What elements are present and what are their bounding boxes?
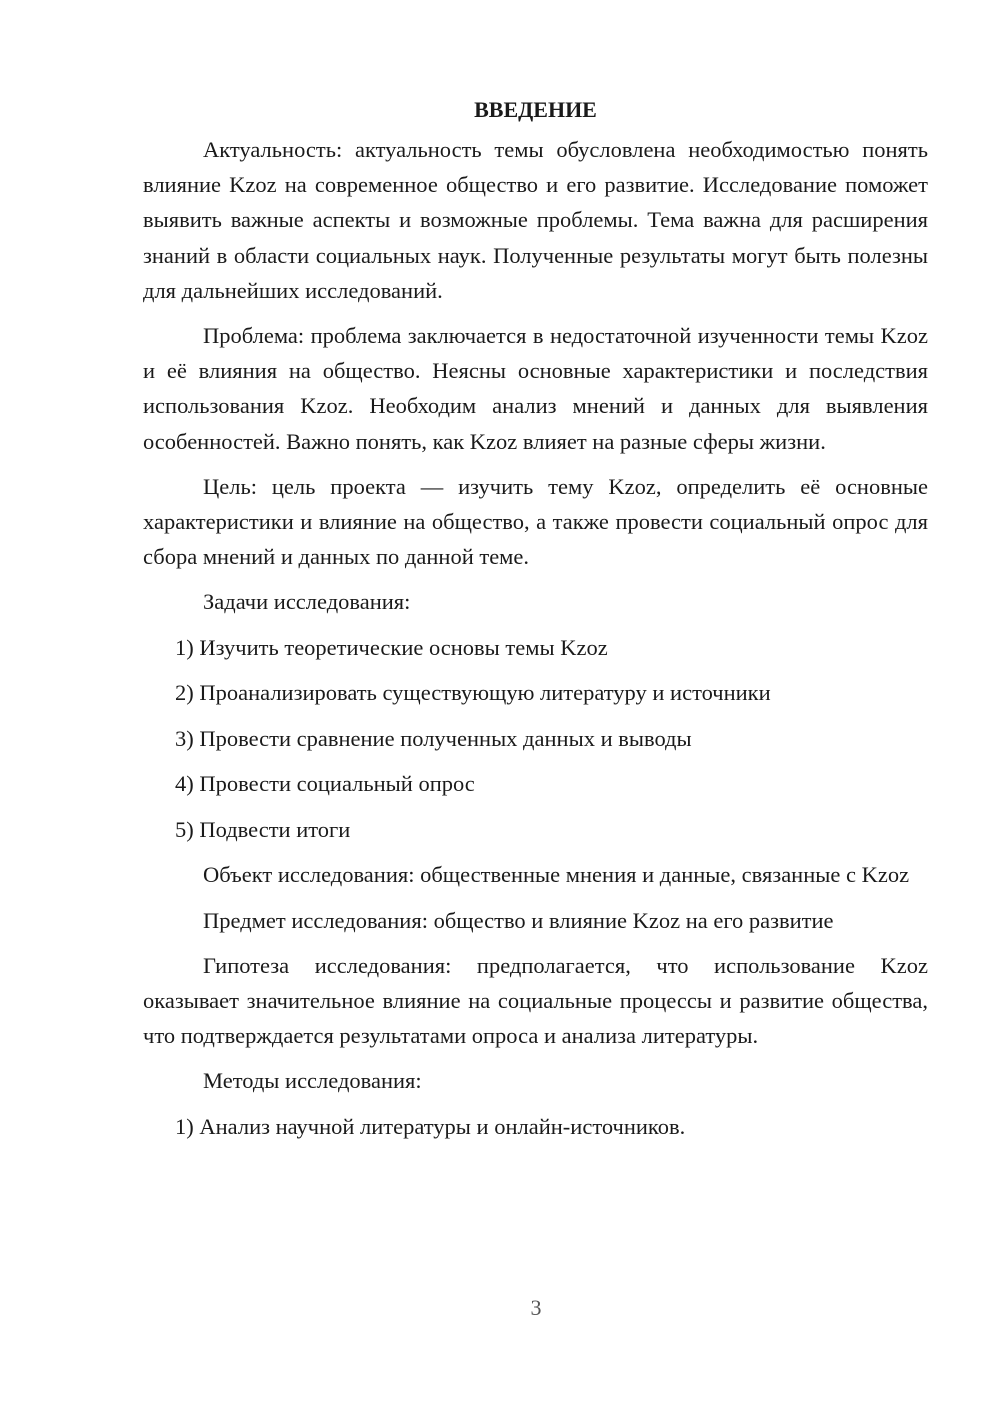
tasks-list xyxy=(143,630,928,847)
methods-list xyxy=(143,1109,928,1144)
list-item: 1) Изучить теоретические основы темы Kzoz xyxy=(175,634,608,660)
page-number: 3 xyxy=(530,1295,542,1320)
object-paragraph: Объект исследования: общественные мнения и данные, связанные с Kzoz xyxy=(203,862,910,888)
list-item: 1) Анализ научной литературы и онлайн-источников. xyxy=(175,1113,686,1139)
subject-paragraph: Предмет исследования: общество и влияние Kzoz на его развитие xyxy=(203,907,834,933)
problem-paragraph: Проблема: проблема заключается в недостаточной изученности темы Kzoz и её влияния на общество. Неясны основные характеристики и последствия использования Kzoz. Необходим анализ мнений и данных для выявления особенностей. Важно понять, как Kzoz влияет на разные сферы жизни. xyxy=(143,323,928,454)
methods-title: Методы исследования: xyxy=(203,1068,422,1094)
list-item: 4) Провести социальный опрос xyxy=(175,771,475,797)
document-page xyxy=(143,88,928,1154)
hypothesis-paragraph: Гипотеза исследования: предполагается, что использование Kzoz оказывает значительное влияние на социальные процессы и развитие общества, что подтверждается результатами опроса и анализа литературы. xyxy=(143,952,928,1049)
goal-paragraph: Цель: цель проекта — изучить тему Kzoz, определить её основные характеристики и влияние на общество, а также провести социальный опрос для сбора мнений и данных по данной теме. xyxy=(143,473,928,570)
section-heading: ВВЕДЕНИЕ xyxy=(474,97,597,122)
relevance-paragraph: Актуальность: актуальность темы обусловлена необходимостью понять влияние Kzoz на современное общество и его развитие. Исследование поможет выявить важные аспекты и возможные проблемы. Тема важна для расширения знаний в области социальных наук. Полученные результаты могут быть полезны для дальнейших исследований. xyxy=(143,137,928,303)
list-item: 5) Подвести итоги xyxy=(175,816,351,842)
list-item: 2) Проанализировать существующую литературу и источники xyxy=(175,680,771,706)
tasks-title: Задачи исследования: xyxy=(203,589,411,615)
list-item: 3) Провести сравнение полученных данных и выводы xyxy=(175,725,692,751)
